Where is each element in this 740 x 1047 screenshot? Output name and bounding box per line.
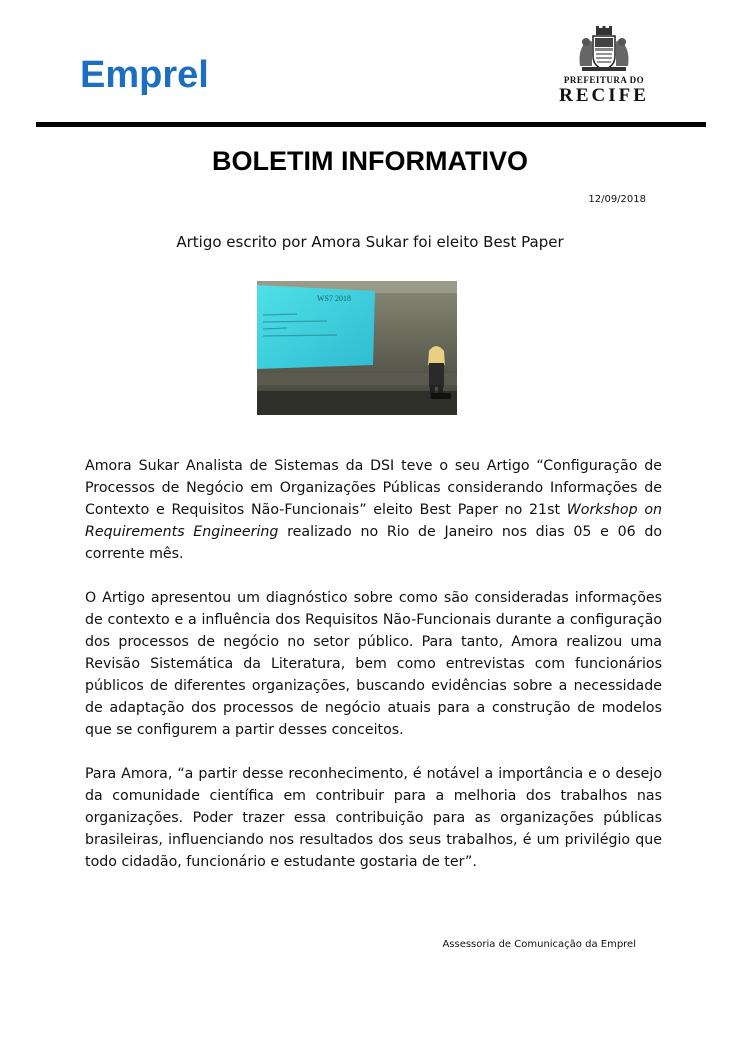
recife-logo bbox=[548, 26, 660, 110]
header-rule bbox=[36, 122, 706, 127]
signature: Assessoria de Comunicação da Emprel bbox=[442, 939, 636, 950]
slide-title: WS7 2018 bbox=[317, 294, 351, 303]
article-headline: Artigo escrito por Amora Sukar foi eleito Best Paper bbox=[176, 233, 564, 251]
presentation-photo bbox=[257, 281, 457, 415]
paragraph-1 bbox=[85, 455, 662, 565]
recife-logo-name: RECIFE bbox=[559, 85, 649, 106]
publication-date: 12/09/2018 bbox=[588, 194, 646, 205]
paragraph-1-italic: Workshop on Requirements Engineering bbox=[85, 502, 662, 540]
article-body bbox=[85, 455, 662, 895]
paragraph-3: Para Amora, “a partir desse reconhecimento, é notável a importância e o desejo da comunidade científica em contribuir para a melhoria dos trabalhos nas organizações. Poder trazer essa contribuição para as organizações públicas brasileiras, influenciando nos resultados dos seus trabalhos, é um privilégio que todo cidadão, funcionário e estudante gostaria de ter”. bbox=[85, 766, 662, 870]
emprel-logo: Emprel bbox=[80, 54, 209, 96]
page-title: BOLETIM INFORMATIVO bbox=[212, 146, 528, 176]
recife-logo-subtitle: PREFEITURA DO bbox=[563, 75, 645, 85]
paragraph-1-text: Amora Sukar Analista de Sistemas da DSI teve o seu Artigo “Configuração de Processos de Negócio em Organizações Públicas considerando Informações de Contexto e Requisitos Não-Funcionais” eleito Best Paper no 21st bbox=[85, 458, 662, 518]
recife-crest-icon bbox=[576, 26, 632, 72]
paragraph-2: O Artigo apresentou um diagnóstico sobre como são consideradas informações de contexto e a influência dos Requisitos Não-Funcionais durante a configuração dos processos de negócio no setor público. Para tanto, Amora realizou uma Revisão Sistemática da Literatura, bem como entrevistas com funcionários públicos de diferentes organizações, buscando evidências sobre a necessidade de adaptação dos processos de negócio atuais para a construção de modelos que se configurem a partir desses conceitos. bbox=[85, 590, 662, 738]
paragraph-1-text-end: realizado no Rio de Janeiro nos dias 05 e 06 do corrente mês. bbox=[85, 524, 663, 562]
article-photo bbox=[257, 281, 457, 415]
